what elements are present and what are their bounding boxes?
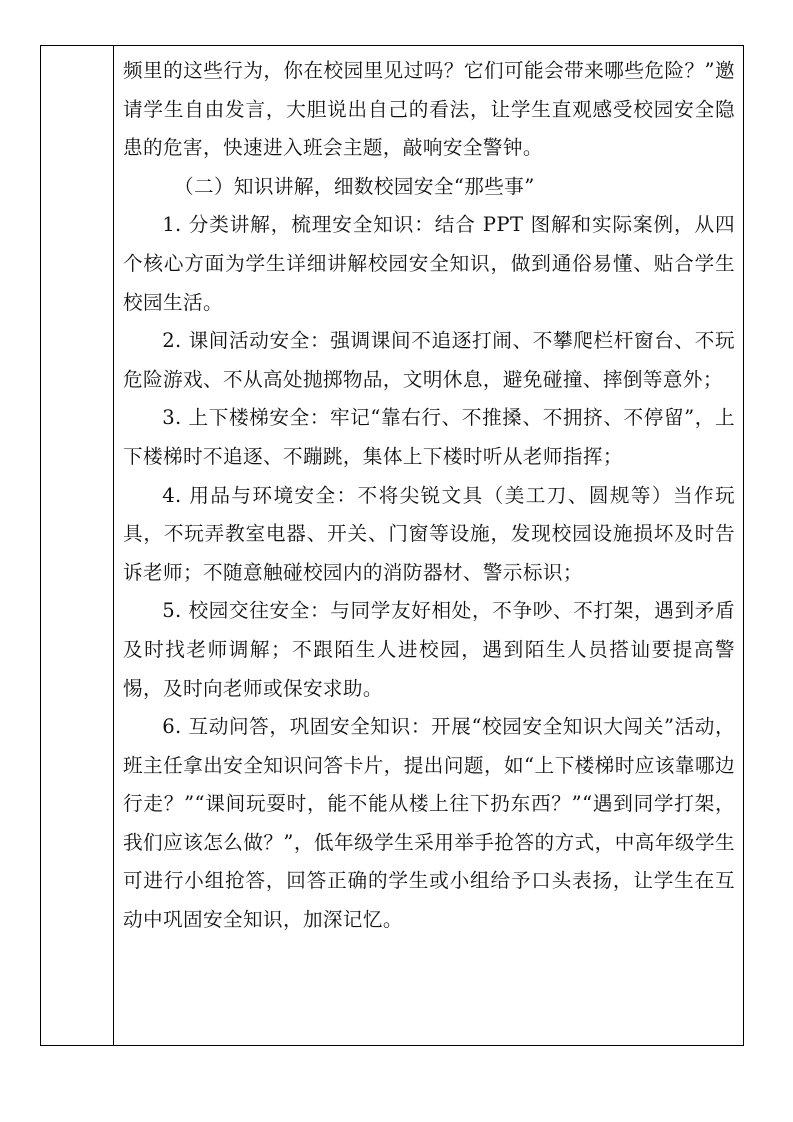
section-heading-knowledge: （二）知识讲解，细数校园安全“那些事”	[173, 174, 535, 198]
lesson-table	[40, 45, 744, 1046]
label-column-cell	[41, 46, 114, 1045]
paragraph-item-1: 1. 分类讲解，梳理安全知识：结合 PPT 图解和实际案例，从四个核心方面为学生详细讲解校园安全知识，做到通俗易懂、贴合学生校园生活。	[123, 213, 735, 314]
paragraph-intro-continuation: 频里的这些行为，你在校园里见过吗？它们可能会带来哪些危险？”邀请学生自由发言，大胆说出自己的看法，让学生直观感受校园安全隐患的危害，快速进入班会主题，敲响安全警钟。	[123, 59, 735, 160]
paragraph-item-3: 3. 上下楼梯安全：牢记“靠右行、不推搡、不拥挤、不停留”，上下楼梯时不追逐、不蹦跳，集体上下楼时听从老师指挥；	[123, 406, 735, 468]
paragraph-item-6: 6. 互动问答，巩固安全知识：开展“校园安全知识大闯关”活动，班主任拿出安全知识问答卡片，提出问题，如“上下楼梯时应该靠哪边行走？”“课间玩耍时，能不能从楼上往下扔东西？”“遇到同学打架，我们应该怎么做？”，低年级学生采用举手抢答的方式，中高年级学生可进行小组抢答，回答正确的学生或小组给予口头表扬，让学生在互动中巩固安全知识，加深记忆。	[123, 715, 735, 932]
paragraph-item-4: 4. 用品与环境安全：不将尖锐文具（美工刀、圆规等）当作玩具，不玩弄教室电器、开关、门窗等设施，发现校园设施损坏及时告诉老师；不随意触碰校园内的消防器材、警示标识；	[123, 483, 735, 584]
paragraph-item-2: 2. 课间活动安全：强调课间不追逐打闹、不攀爬栏杆窗台、不玩危险游戏、不从高处抛掷物品，文明休息，避免碰撞、摔倒等意外；	[123, 329, 735, 391]
paragraph-item-5: 5. 校园交往安全：与同学友好相处，不争吵、不打架，遇到矛盾及时找老师调解；不跟陌生人进校园，遇到陌生人员搭讪要提高警惕，及时向老师或保安求助。	[123, 599, 735, 700]
content-column-cell	[114, 46, 743, 1045]
